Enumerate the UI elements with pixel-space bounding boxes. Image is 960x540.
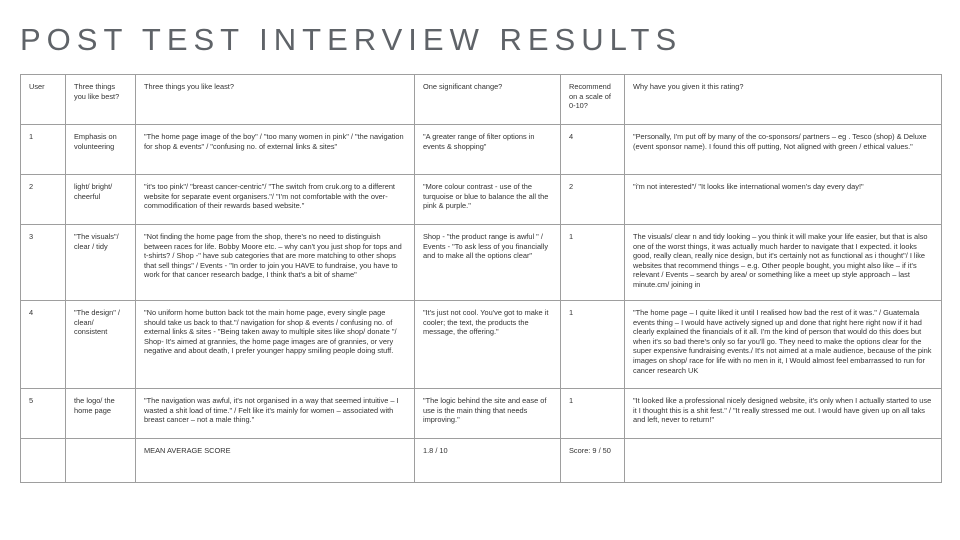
cell-like-least: "The home page image of the boy" / "too many women in pink" / "the navigation for shop & events" / "confusing no. of external links & sites" — [136, 125, 415, 175]
cell-like-best: Emphasis on volunteering — [66, 125, 136, 175]
cell-recommend: 1 — [561, 301, 625, 389]
table-row — [21, 301, 942, 389]
summary-user — [21, 439, 66, 483]
cell-like-best: light/ bright/ cheerful — [66, 175, 136, 225]
total-score: Score: 9 / 50 — [561, 439, 625, 483]
header-recommend: Recommend on a scale of 0-10? — [561, 75, 625, 125]
header-why-rating: Why have you given it this rating? — [625, 75, 942, 125]
cell-user: 3 — [21, 225, 66, 301]
cell-recommend: 4 — [561, 125, 625, 175]
header-like-best: Three things you like best? — [66, 75, 136, 125]
cell-why-rating: The visuals/ clear n and tidy looking – you think it will make your life easier, but that is also one of the worst things, it was actually much harder to navigate that I expected. it looks good, really clean, really nice design, but it's certainly not as functional as i thought"/ I like websites that recommend things – e.g. Other people bought, you might also like – if it's relevant / Events – search by area/ or something like a meet up style approach – last minute.cm/ joining in — [625, 225, 942, 301]
page-title: POST TEST INTERVIEW RESULTS — [20, 22, 683, 57]
cell-user: 4 — [21, 301, 66, 389]
cell-like-best: "The visuals"/ clear / tidy — [66, 225, 136, 301]
cell-significant-change: "More colour contrast - use of the turquoise or blue to balance the all the pink & purple." — [415, 175, 561, 225]
header-like-least: Three things you like least? — [136, 75, 415, 125]
header-row — [21, 75, 942, 125]
cell-user: 2 — [21, 175, 66, 225]
header-significant-change: One significant change? — [415, 75, 561, 125]
cell-like-least: "Not finding the home page from the shop, there's no need to distinguish between races for life. Bobby Moore etc. – why can't you just shop for tops and t-shirts? / Shop -" have sub categories that are more matching to other shops that sell things" / Events - "In order to join you HAVE to fundraise, you have to work for that cancer research badge, I think that's a bit of shame" — [136, 225, 415, 301]
cell-why-rating: "It looked like a professional nicely designed website, it's only when I actually started to use it I thought this is a shit fest." / "It really stressed me out. I would have given up on all taks and left, never to return!" — [625, 389, 942, 439]
cell-like-least: "No uniform home button back tot the main home page, every single page should take us back to that."/ navigation for shop & events / confusing no. of external links & sites - "Being taken away to multiple sites like shop/ donate "/ Shop- It's aimed at grannies, the home page images are of grannies, or very negative and about death, I prefer younger happy smiling people doing stuff. — [136, 301, 415, 389]
table-row — [21, 125, 942, 175]
cell-user: 1 — [21, 125, 66, 175]
cell-significant-change: Shop - "the product range is awful " / Events - "To ask less of you financially and to make all the options clear" — [415, 225, 561, 301]
cell-recommend: 1 — [561, 389, 625, 439]
cell-why-rating: "The home page – I quite liked it until I realised how bad the rest of it was." / Guatemala events thing – I would have actively signed up and done that right here right now if it had clearly explained the financials of it all. I'm the kind of person that would do this does but when it's so bad there's only so far you'll go. They need to make the options clear for the super expensive fundraising events./ It's not aimed at a male audience, because of the pink images on shop/ race for life with no men in it, I Would almost feel embarrassed to run for cancer research UK — [625, 301, 942, 389]
cell-significant-change: "The logic behind the site and ease of use is the main thing that needs improving." — [415, 389, 561, 439]
cell-recommend: 2 — [561, 175, 625, 225]
mean-average-label: MEAN AVERAGE SCORE — [136, 439, 415, 483]
cell-recommend: 1 — [561, 225, 625, 301]
header-user: User — [21, 75, 66, 125]
summary-like-best — [66, 439, 136, 483]
cell-significant-change: "A greater range of filter options in events & shopping" — [415, 125, 561, 175]
cell-like-best: the logo/ the home page — [66, 389, 136, 439]
cell-significant-change: "It's just not cool. You've got to make it cooler; the text, the products the message, the offering." — [415, 301, 561, 389]
cell-why-rating: "i'm not interested"/ "It looks like international women's day every day!" — [625, 175, 942, 225]
table-row — [21, 175, 942, 225]
summary-why — [625, 439, 942, 483]
cell-like-best: "The design" / clean/ consistent — [66, 301, 136, 389]
cell-like-least: "it's too pink"/ "breast cancer-centric"/ "The switch from cruk.org to a different website for separate event organisers."/ "I'm not comfortable with the over-commodification of their rewards based website." — [136, 175, 415, 225]
cell-why-rating: "Personally, I'm put off by many of the co-sponsors/ partners – eg . Tesco (shop) & Deluxe (event sponsor name). I found this off putting, Not aligned with green / ethical values." — [625, 125, 942, 175]
table-row — [21, 225, 942, 301]
cell-like-least: "The navigation was awful, it's not organised in a way that seemed intuitive – I wasted a shit load of time." / Felt like it's mainly for women – associated with breast cancer – not a male thing." — [136, 389, 415, 439]
cell-user: 5 — [21, 389, 66, 439]
table-row — [21, 389, 942, 439]
summary-row — [21, 439, 942, 483]
results-table — [20, 74, 942, 483]
mean-average-value: 1.8 / 10 — [415, 439, 561, 483]
